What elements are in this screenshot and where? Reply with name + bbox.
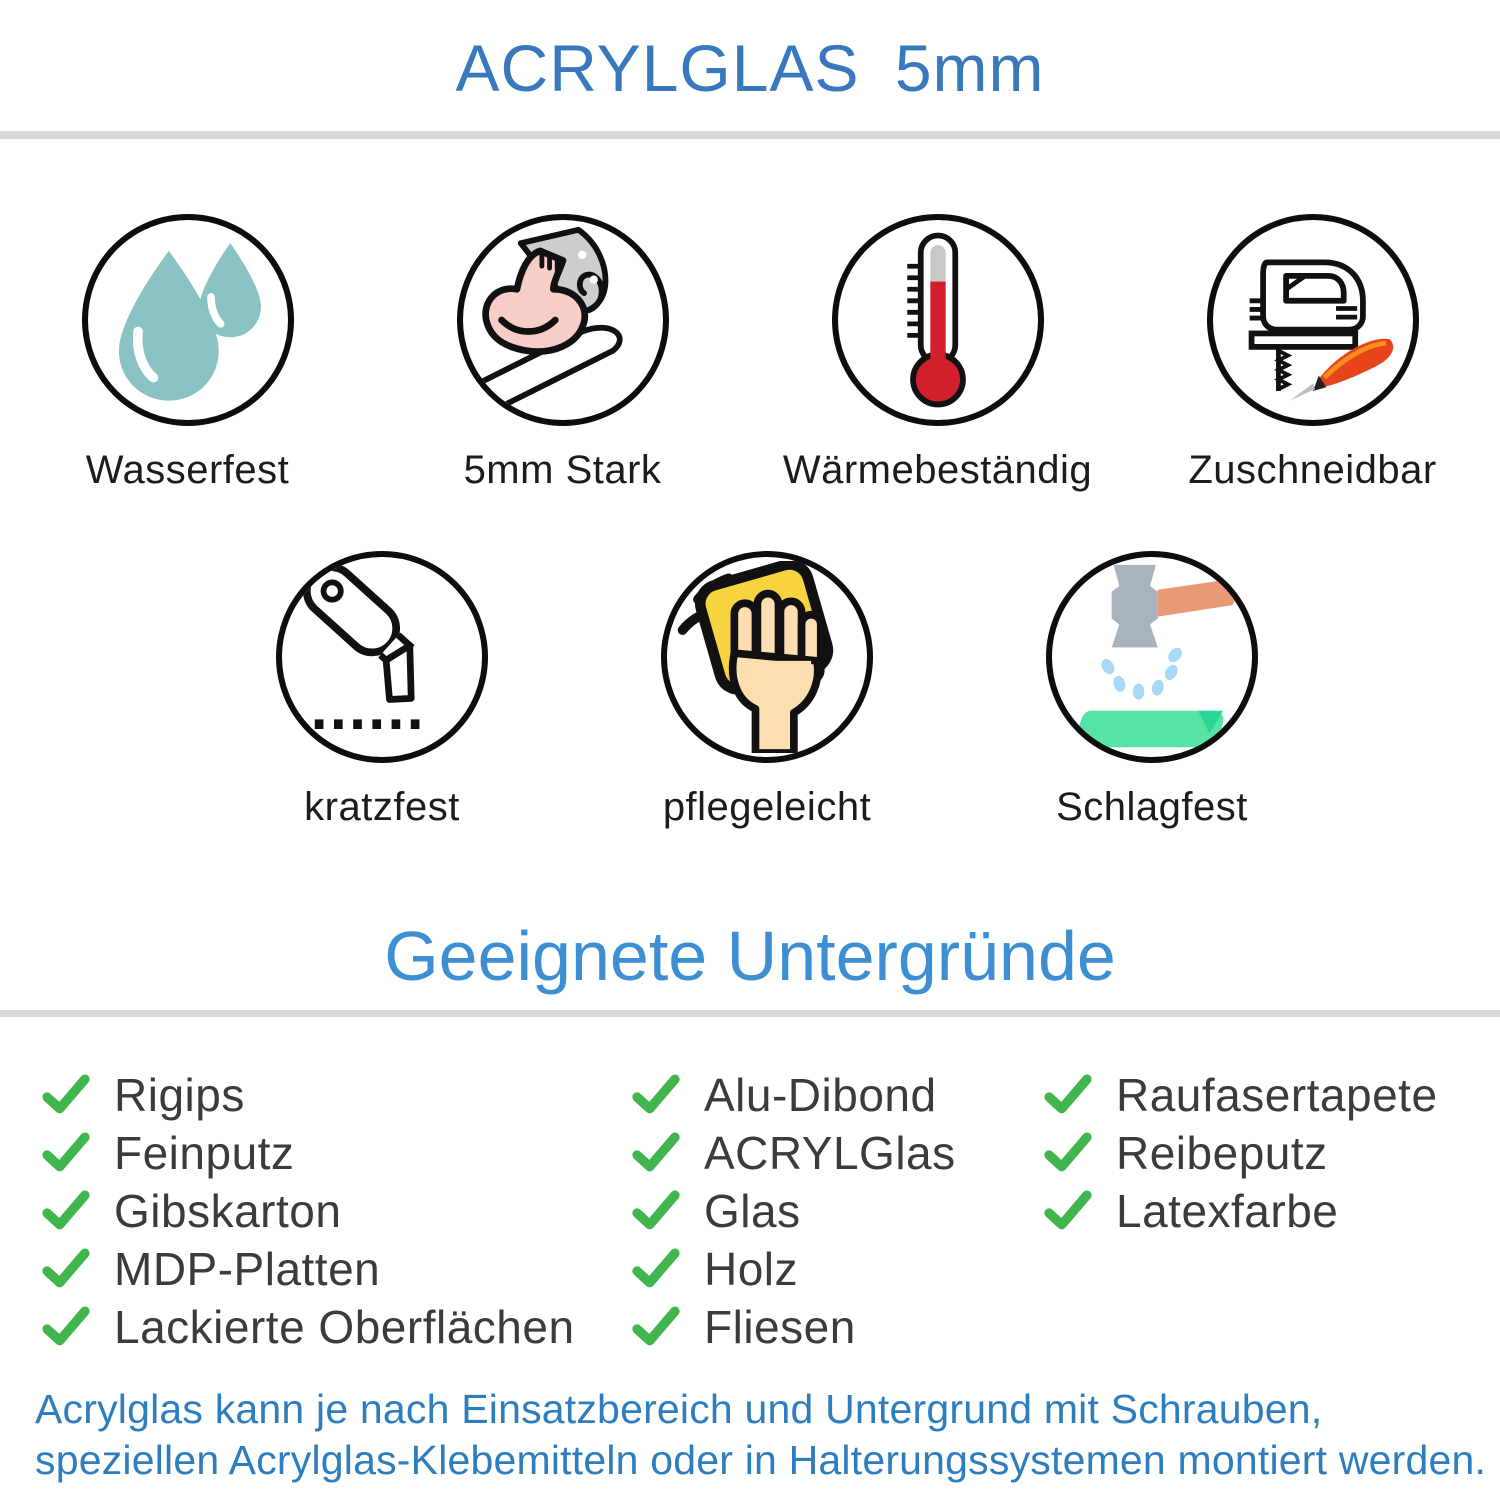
feature-label: Zuschneidbar [1188,448,1437,492]
feature-waermebestaendig [750,214,1125,493]
feature-zuschneidbar [1125,214,1500,493]
check-icon [1044,1132,1092,1174]
thermometer-icon [842,224,1034,416]
list-item [42,1240,575,1298]
surface-label: Alu-Dibond [704,1069,937,1121]
list-item [1044,1066,1438,1124]
surface-list-column-3 [1044,1066,1438,1240]
check-icon [42,1074,90,1116]
surface-label: Rigips [114,1069,245,1121]
list-item [42,1124,575,1182]
mounting-note [35,1384,1495,1486]
cutter-knife-icon [286,561,478,753]
feature-circle [82,214,294,426]
surface-label: Latexfarbe [1116,1185,1339,1237]
page-title: ACRYLGLAS 5mm [455,31,1045,105]
feature-circle [457,214,669,426]
surface-list-column-2 [632,1066,956,1356]
surface-label: Feinputz [114,1127,295,1179]
surface-label: Glas [704,1185,801,1237]
surface-label: Holz [704,1243,799,1295]
surface-label: Reibeputz [1116,1127,1328,1179]
list-item [632,1066,956,1124]
check-icon [1044,1074,1092,1116]
check-icon [1044,1190,1092,1232]
surface-list-column-1 [42,1066,575,1356]
surface-label: Raufasertapete [1116,1069,1438,1121]
surface-label: MDP-Platten [114,1243,381,1295]
mounting-note-line2: speziellen Acrylglas-Klebemitteln oder in Halterungssystemen montiert werden. [35,1436,1487,1483]
section-title-untergruende: Geeignete Untergründe [384,917,1116,995]
feature-label: Schlagfest [1056,785,1248,829]
divider-bar-bottom [0,1010,1500,1017]
jigsaw-icon [1217,224,1409,416]
strong-arm-icon [467,224,659,416]
feature-label: pflegeleicht [662,785,872,829]
list-item [1044,1124,1438,1182]
feature-label: kratzfest [304,785,460,829]
divider-bar-top [0,131,1500,139]
check-icon [42,1132,90,1174]
list-item [1044,1182,1438,1240]
check-icon [632,1248,680,1290]
list-item [42,1298,575,1356]
feature-circle [832,214,1044,426]
check-icon [42,1306,90,1348]
list-item [632,1124,956,1182]
check-icon [632,1074,680,1116]
feature-row-1 [0,214,1500,493]
feature-circle [661,551,873,763]
check-icon [632,1132,680,1174]
list-item [632,1240,956,1298]
feature-circle [1046,551,1258,763]
surface-label: Gibskarton [114,1185,342,1237]
list-item [632,1298,956,1356]
feature-circle [1207,214,1419,426]
check-icon [632,1306,680,1348]
feature-pflegeleicht [580,551,955,830]
water-drops-icon [92,224,284,416]
surface-label: ACRYLGlas [704,1127,956,1179]
feature-kratzfest [195,551,570,830]
mounting-note-line1: Acrylglas kann je nach Einsatzbereich und Untergrund mit Schrauben, [35,1386,1323,1432]
check-icon [42,1190,90,1232]
check-icon [42,1248,90,1290]
list-item [42,1066,575,1124]
list-item [42,1182,575,1240]
surface-label: Fliesen [704,1301,856,1353]
feature-label: Wärmebeständig [782,448,1093,492]
list-item [632,1182,956,1240]
surface-label: Lackierte Oberflächen [114,1301,575,1353]
feature-label: Wasserfest [85,448,290,492]
feature-label: 5mm Stark [463,448,662,492]
feature-wasserfest [0,214,375,493]
feature-row-2 [0,551,1500,830]
hammer-icon [1056,561,1248,753]
check-icon [632,1190,680,1232]
feature-5mm-stark [375,214,750,493]
feature-schlagfest [965,551,1340,830]
feature-circle [276,551,488,763]
cleaning-hand-icon [671,561,863,753]
